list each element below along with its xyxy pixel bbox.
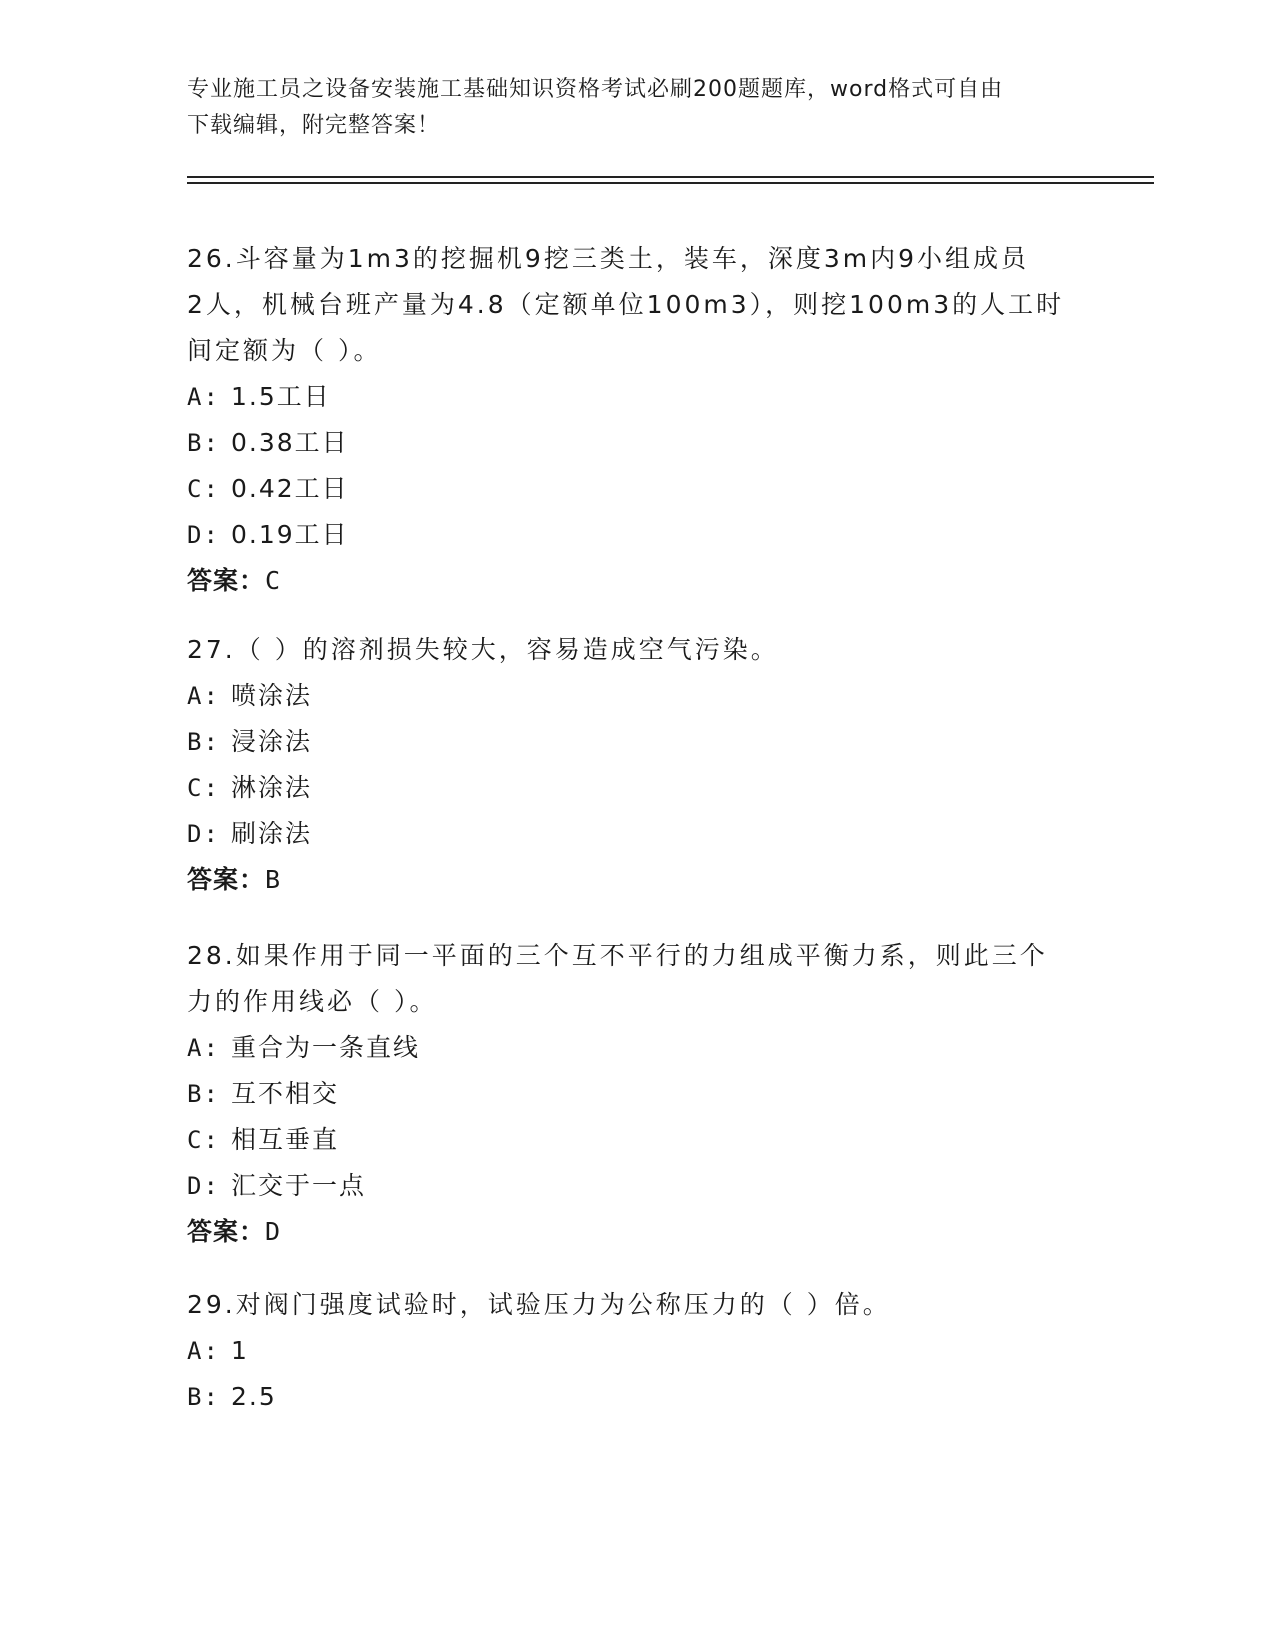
option-letter: B: (187, 1080, 220, 1108)
option-text: 1.5工日 (231, 382, 331, 411)
header-line-1: 专业施工员之设备安装施工基础知识资格考试必刷200题题库，word格式可自由 (187, 77, 1004, 102)
option-c (187, 765, 1087, 811)
answer-label: 答案： (187, 566, 266, 595)
answer-value: D (265, 1217, 282, 1246)
option-text: 相互垂直 (231, 1125, 340, 1154)
option-text: 重合为一条直线 (231, 1033, 421, 1062)
answer-value: B (265, 865, 282, 894)
answer-line (187, 1209, 1087, 1255)
option-letter: C: (187, 774, 220, 802)
option-letter: D: (187, 1172, 220, 1200)
question-stem-line: 29.对阀门强度试验时，试验压力为公称压力的（ ）倍。 (187, 1290, 891, 1319)
question-28 (187, 933, 1087, 1255)
option-text: 喷涂法 (231, 681, 313, 710)
option-letter: A: (187, 1034, 220, 1062)
option-letter: D: (187, 521, 220, 549)
answer-label: 答案： (187, 1217, 266, 1246)
option-b (187, 1374, 1087, 1420)
option-text: 刷涂法 (231, 819, 313, 848)
option-letter: D: (187, 820, 220, 848)
question-stem-line: 27.（ ）的溶剂损失较大，容易造成空气污染。 (187, 635, 779, 664)
option-letter: B: (187, 1383, 220, 1411)
option-text: 0.42工日 (231, 474, 349, 503)
question-29 (187, 1282, 1087, 1420)
option-a (187, 374, 1087, 420)
option-letter: C: (187, 475, 220, 503)
option-d (187, 1163, 1087, 1209)
option-text: 2.5 (231, 1382, 277, 1411)
option-text: 淋涂法 (231, 773, 313, 802)
option-letter: C: (187, 1126, 220, 1154)
option-d (187, 512, 1087, 558)
option-b (187, 1071, 1087, 1117)
answer-label: 答案： (187, 865, 266, 894)
question-stem-line: 26.斗容量为1m3的挖掘机9挖三类土，装车，深度3m内9小组成员 (187, 244, 1029, 273)
option-letter: A: (187, 682, 220, 710)
header-divider-bottom (187, 182, 1154, 184)
answer-value: C (265, 566, 282, 595)
option-text: 互不相交 (231, 1079, 340, 1108)
option-text: 0.19工日 (231, 520, 349, 549)
option-b (187, 719, 1087, 765)
question-stem-line: 间定额为（ ）。 (187, 336, 382, 365)
question-stem-line: 2人，机械台班产量为4.8（定额单位100m3），则挖100m3的人工时 (187, 290, 1065, 319)
option-d (187, 811, 1087, 857)
question-stem-line: 力的作用线必（ ）。 (187, 987, 438, 1016)
option-c (187, 1117, 1087, 1163)
option-text: 0.38工日 (231, 428, 349, 457)
option-a (187, 673, 1087, 719)
option-c (187, 466, 1087, 512)
document-header (187, 72, 1067, 144)
option-b (187, 420, 1087, 466)
option-a (187, 1328, 1087, 1374)
option-a (187, 1025, 1087, 1071)
option-letter: B: (187, 728, 220, 756)
option-text: 1 (231, 1336, 249, 1365)
option-letter: A: (187, 1337, 220, 1365)
option-letter: A: (187, 383, 220, 411)
question-stem-line: 28.如果作用于同一平面的三个互不平行的力组成平衡力系，则此三个 (187, 941, 1048, 970)
header-line-2: 下载编辑，附完整答案！ (187, 113, 441, 138)
question-26 (187, 236, 1087, 604)
answer-line (187, 857, 1087, 903)
header-divider-top (187, 176, 1154, 178)
question-27 (187, 627, 1087, 903)
option-text: 浸涂法 (231, 727, 313, 756)
option-letter: B: (187, 429, 220, 457)
answer-line (187, 558, 1087, 604)
option-text: 汇交于一点 (231, 1171, 367, 1200)
